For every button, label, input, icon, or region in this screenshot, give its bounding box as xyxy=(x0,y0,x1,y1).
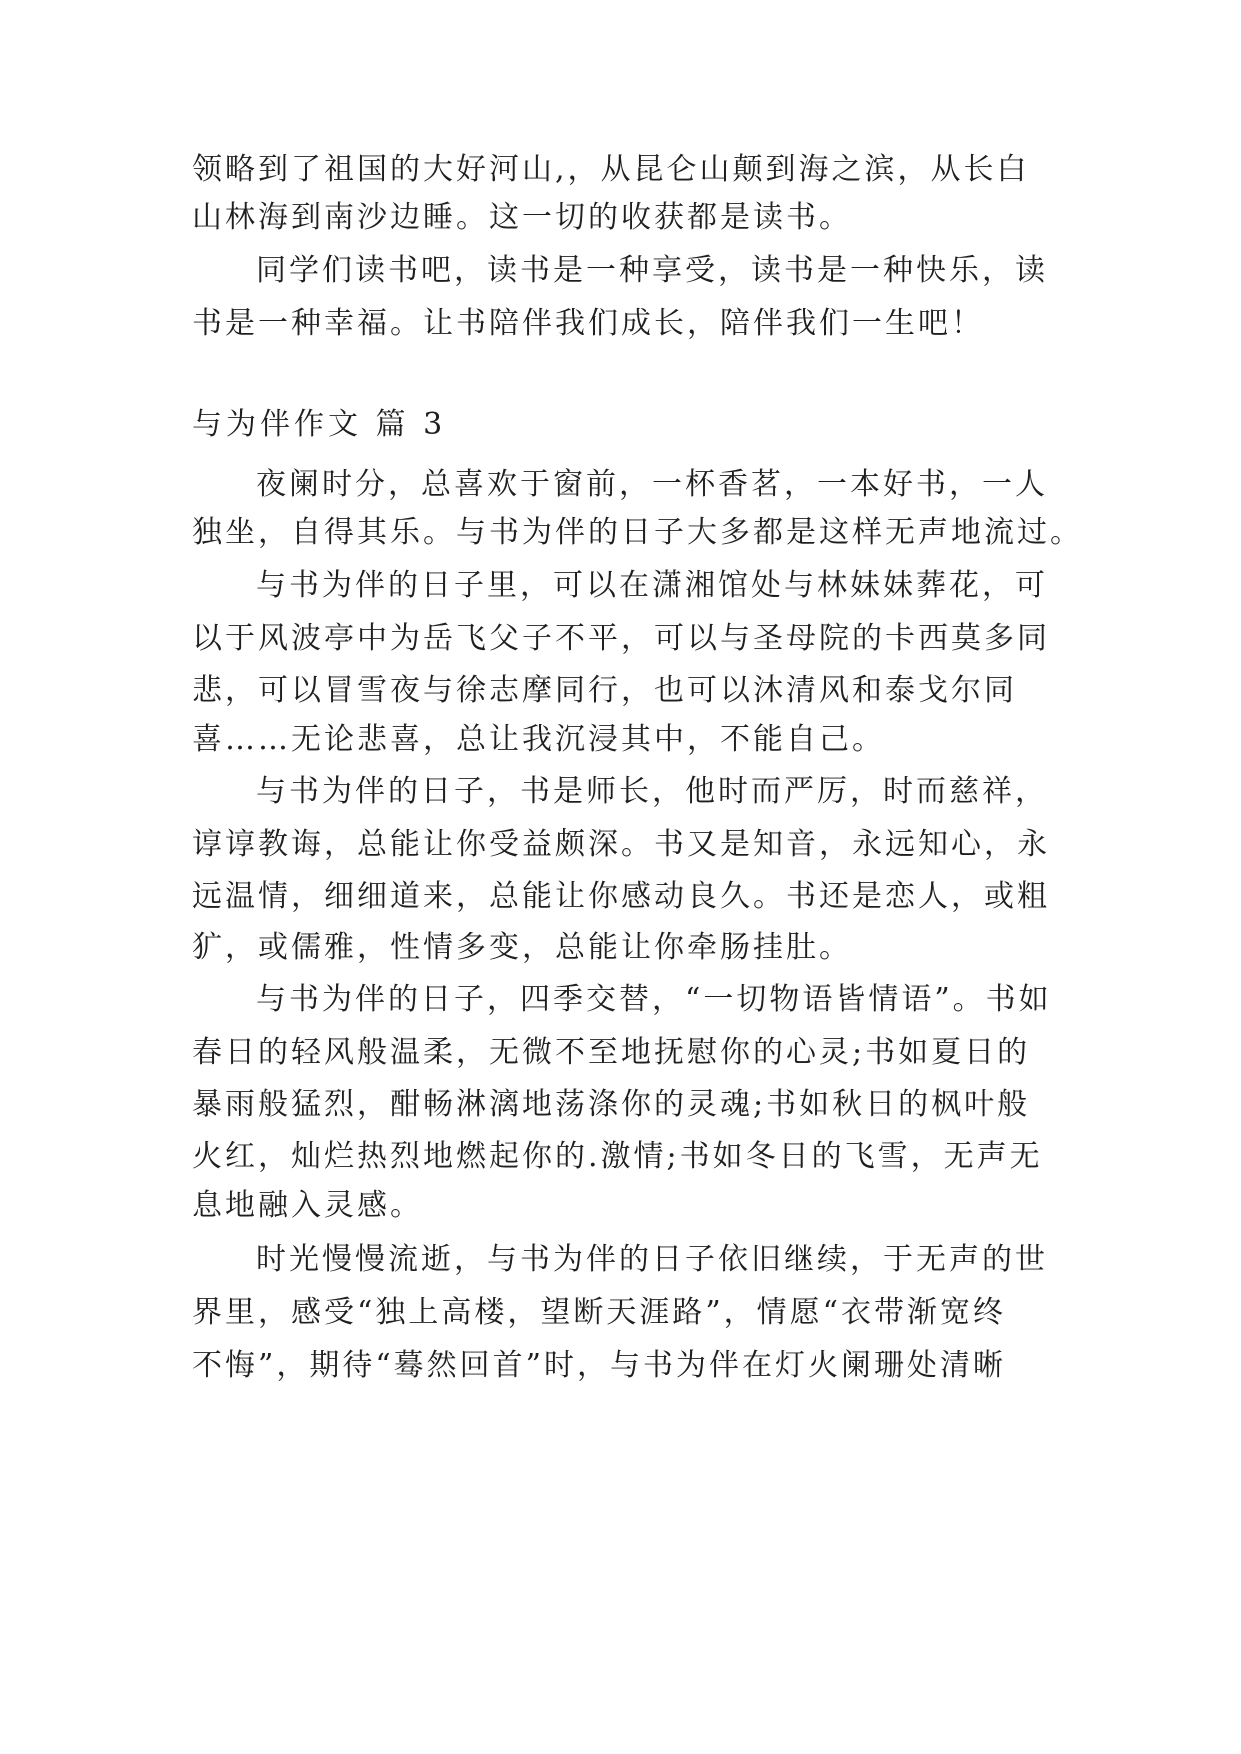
paragraph-line: 与书为伴的日子，四季交替，“一切物语皆情语”。书如 xyxy=(256,982,1052,1017)
paragraph-line: 远温情，细细道来，总能让你感动良久。书还是恋人，或粗 xyxy=(192,879,1050,914)
paragraph-line: 喜……无论悲喜，总让我沉浸其中，不能自己。 xyxy=(192,722,885,757)
paragraph-line: 时光慢慢流逝，与书为伴的日子依旧继续，于无声的世 xyxy=(256,1242,1048,1277)
paragraph-line: 暴雨般猛烈，酣畅淋漓地荡涤你的灵魂;书如秋日的枫叶般 xyxy=(192,1087,1031,1122)
paragraph-line: 与书为伴的日子，书是师长，他时而严厉，时而慈祥， xyxy=(256,774,1048,809)
paragraph-line: 界里，感受“独上高楼，望断天涯路”，情愿“衣带渐宽终 xyxy=(192,1295,1007,1330)
paragraph-line: 同学们读书吧，读书是一种享受，读书是一种快乐，读 xyxy=(256,253,1048,288)
paragraph-line: 山林海到南沙边睡。这一切的收获都是读书。 xyxy=(192,200,852,235)
paragraph-line: 息地融入灵感。 xyxy=(192,1188,423,1223)
paragraph-line: 与书为伴的日子里，可以在潇湘馆处与林妹妹葬花，可 xyxy=(256,568,1048,603)
paragraph-line: 不悔”，期待“蓦然回首”时，与书为伴在灯火阑珊处清晰 xyxy=(192,1348,1007,1383)
paragraph-line: 领略到了祖国的大好河山,，从昆仑山颠到海之滨，从长白 xyxy=(192,152,1030,187)
paragraph-line: 以于风波亭中为岳飞父子不平，可以与圣母院的卡西莫多同 xyxy=(192,621,1050,656)
paragraph-line: 书是一种幸福。让书陪伴我们成长，陪伴我们一生吧！ xyxy=(192,306,984,341)
paragraph-line: 悲，可以冒雪夜与徐志摩同行，也可以沐清风和泰戈尔同 xyxy=(192,673,1017,708)
paragraph-line: 火红，灿烂热烈地燃起你的.激情;书如冬日的飞雪，无声无 xyxy=(192,1139,1043,1174)
paragraph-line: 夜阑时分，总喜欢于窗前，一杯香茗，一本好书，一人 xyxy=(256,467,1048,502)
paragraph-line: 犷，或儒雅，性情多变，总能让你牵肠挂肚。 xyxy=(192,930,852,965)
paragraph-line: 独坐，自得其乐。与书为伴的日子大多都是这样无声地流过。 xyxy=(192,515,1083,550)
section-heading: 与为伴作文 篇 3 xyxy=(192,407,447,442)
paragraph-line: 春日的轻风般温柔，无微不至地抚慰你的心灵;书如夏日的 xyxy=(192,1035,1031,1070)
paragraph-line: 谆谆教诲，总能让你受益颇深。书又是知音，永远知心，永 xyxy=(192,827,1050,862)
